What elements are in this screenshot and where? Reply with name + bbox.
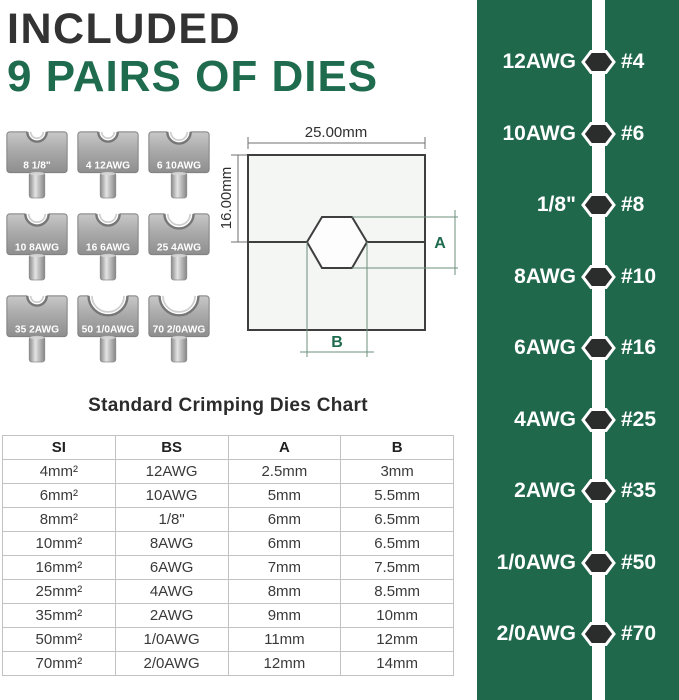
pair-awg-label: 8AWG — [514, 264, 576, 288]
die-label: 16 6AWG — [85, 242, 130, 254]
die-item — [144, 122, 214, 202]
table-cell: 6mm — [228, 532, 341, 556]
table-row — [3, 652, 454, 676]
die-label: 25 4AWG — [156, 242, 201, 254]
table-cell: 7mm — [228, 556, 341, 580]
diagram-width-label: 25.00mm — [304, 124, 368, 141]
die-item — [73, 204, 143, 284]
table-cell: 14mm — [341, 652, 454, 676]
pair-die-number-label: #25 — [621, 407, 657, 431]
hexagon-icon — [576, 191, 621, 219]
hexagon-icon — [576, 406, 621, 434]
table-row — [3, 556, 454, 580]
pair-row — [477, 548, 679, 578]
hexagon-icon — [576, 120, 621, 148]
pair-die-number-label: #16 — [621, 336, 657, 359]
table-cell: 2.5mm — [228, 460, 341, 484]
die-item — [73, 122, 143, 202]
die-image — [73, 204, 143, 284]
pair-row — [477, 262, 679, 292]
title-included: INCLUDED — [7, 5, 242, 53]
die-image — [144, 122, 214, 202]
table-cell: 4mm² — [3, 460, 116, 484]
dim-a-label: A — [434, 235, 446, 252]
title-pairs-of-dies: 9 PAIRS OF DIES — [7, 51, 379, 101]
table-header-cell: A — [228, 436, 341, 460]
pair-row — [477, 476, 679, 506]
die-image — [2, 204, 72, 284]
table-cell: 35mm² — [3, 604, 116, 628]
die-image — [73, 122, 143, 202]
table-row — [3, 604, 454, 628]
pair-awg-label: 6AWG — [514, 336, 576, 359]
table-cell: 6.5mm — [341, 532, 454, 556]
die-label: 35 2AWG — [14, 324, 59, 336]
pair-awg-label: 10AWG — [502, 121, 576, 145]
dim-b-label: B — [331, 334, 343, 351]
table-cell: 1/8" — [115, 508, 228, 532]
die-dimension-diagram — [210, 115, 472, 367]
table-cell: 8mm — [228, 580, 341, 604]
table-row — [3, 508, 454, 532]
table-cell: 10AWG — [115, 484, 228, 508]
table-cell: 6.5mm — [341, 508, 454, 532]
table-title: Standard Crimping Dies Chart — [88, 395, 368, 416]
table-row — [3, 532, 454, 556]
die-label: 70 2/0AWG — [152, 324, 205, 336]
die-item — [2, 122, 72, 202]
table-cell: 8AWG — [115, 532, 228, 556]
table-head — [3, 436, 454, 460]
table-cell: 25mm² — [3, 580, 116, 604]
table-cell: 4AWG — [115, 580, 228, 604]
table-cell: 11mm — [228, 628, 341, 652]
pair-die-number-label: #10 — [621, 264, 657, 288]
table-cell: 2AWG — [115, 604, 228, 628]
die-item — [73, 286, 143, 366]
table-cell: 6mm — [228, 508, 341, 532]
table-header-row — [3, 436, 454, 460]
pair-die-number-label: #6 — [621, 121, 645, 145]
die-item — [144, 286, 214, 366]
pair-die-number-label: #35 — [621, 479, 657, 502]
die-image — [144, 286, 214, 366]
die-label: 10 8AWG — [14, 242, 59, 254]
table-cell: 1/0AWG — [115, 628, 228, 652]
table-row — [3, 484, 454, 508]
pair-awg-label: 2AWG — [514, 479, 576, 502]
pair-awg-label: 12AWG — [502, 50, 576, 73]
pair-die-number-label: #8 — [621, 193, 645, 216]
die-label: 8 1/8" — [22, 160, 51, 172]
hexagon-icon — [576, 48, 621, 76]
pair-row — [477, 119, 679, 149]
table-cell: 8.5mm — [341, 580, 454, 604]
pair-awg-label: 1/8" — [536, 193, 576, 216]
table-cell: 5.5mm — [341, 484, 454, 508]
table-cell: 7.5mm — [341, 556, 454, 580]
table-cell: 9mm — [228, 604, 341, 628]
pair-row — [477, 47, 679, 77]
die-label: 6 10AWG — [156, 160, 201, 172]
dies-grid — [1, 122, 214, 368]
table-row — [3, 580, 454, 604]
pair-awg-label: 4AWG — [514, 407, 576, 431]
hexagon-icon — [576, 620, 621, 648]
hexagon-icon — [576, 334, 621, 362]
pair-row — [477, 405, 679, 435]
die-item — [2, 286, 72, 366]
table-cell: 6mm² — [3, 484, 116, 508]
table-cell: 12AWG — [115, 460, 228, 484]
pair-row — [477, 619, 679, 649]
pair-awg-label: 1/0AWG — [496, 550, 576, 574]
crimping-dies-table — [2, 435, 454, 676]
table-cell: 10mm² — [3, 532, 116, 556]
table-cell: 2/0AWG — [115, 652, 228, 676]
page-title — [7, 6, 378, 101]
table-cell: 12mm — [228, 652, 341, 676]
die-item — [2, 204, 72, 284]
table-cell: 50mm² — [3, 628, 116, 652]
hexagon-icon — [576, 477, 621, 505]
pairs-side-panel — [477, 0, 679, 700]
table-cell: 8mm² — [3, 508, 116, 532]
table-header-cell: SI — [3, 436, 116, 460]
table-body — [3, 460, 454, 676]
die-image — [73, 286, 143, 366]
table-cell: 16mm² — [3, 556, 116, 580]
pair-row — [477, 190, 679, 220]
table-row — [3, 628, 454, 652]
table-cell: 70mm² — [3, 652, 116, 676]
die-label: 50 1/0AWG — [81, 324, 134, 336]
pair-awg-label: 2/0AWG — [496, 622, 576, 645]
table-cell: 10mm — [341, 604, 454, 628]
die-image — [2, 122, 72, 202]
die-image — [2, 286, 72, 366]
pair-die-number-label: #70 — [621, 622, 657, 645]
pair-die-number-label: #4 — [621, 50, 645, 73]
diagram-height-label: 16.00mm — [218, 166, 235, 230]
table-cell: 12mm — [341, 628, 454, 652]
pair-die-number-label: #50 — [621, 550, 657, 574]
hexagon-icon — [576, 263, 621, 291]
table-cell: 5mm — [228, 484, 341, 508]
table-cell: 3mm — [341, 460, 454, 484]
table-row — [3, 460, 454, 484]
pair-row — [477, 333, 679, 363]
table-header-cell: BS — [115, 436, 228, 460]
die-image — [144, 204, 214, 284]
hexagon-icon — [576, 549, 621, 577]
table-header-cell: B — [341, 436, 454, 460]
table-cell: 6AWG — [115, 556, 228, 580]
die-item — [144, 204, 214, 284]
die-label: 4 12AWG — [85, 160, 130, 172]
